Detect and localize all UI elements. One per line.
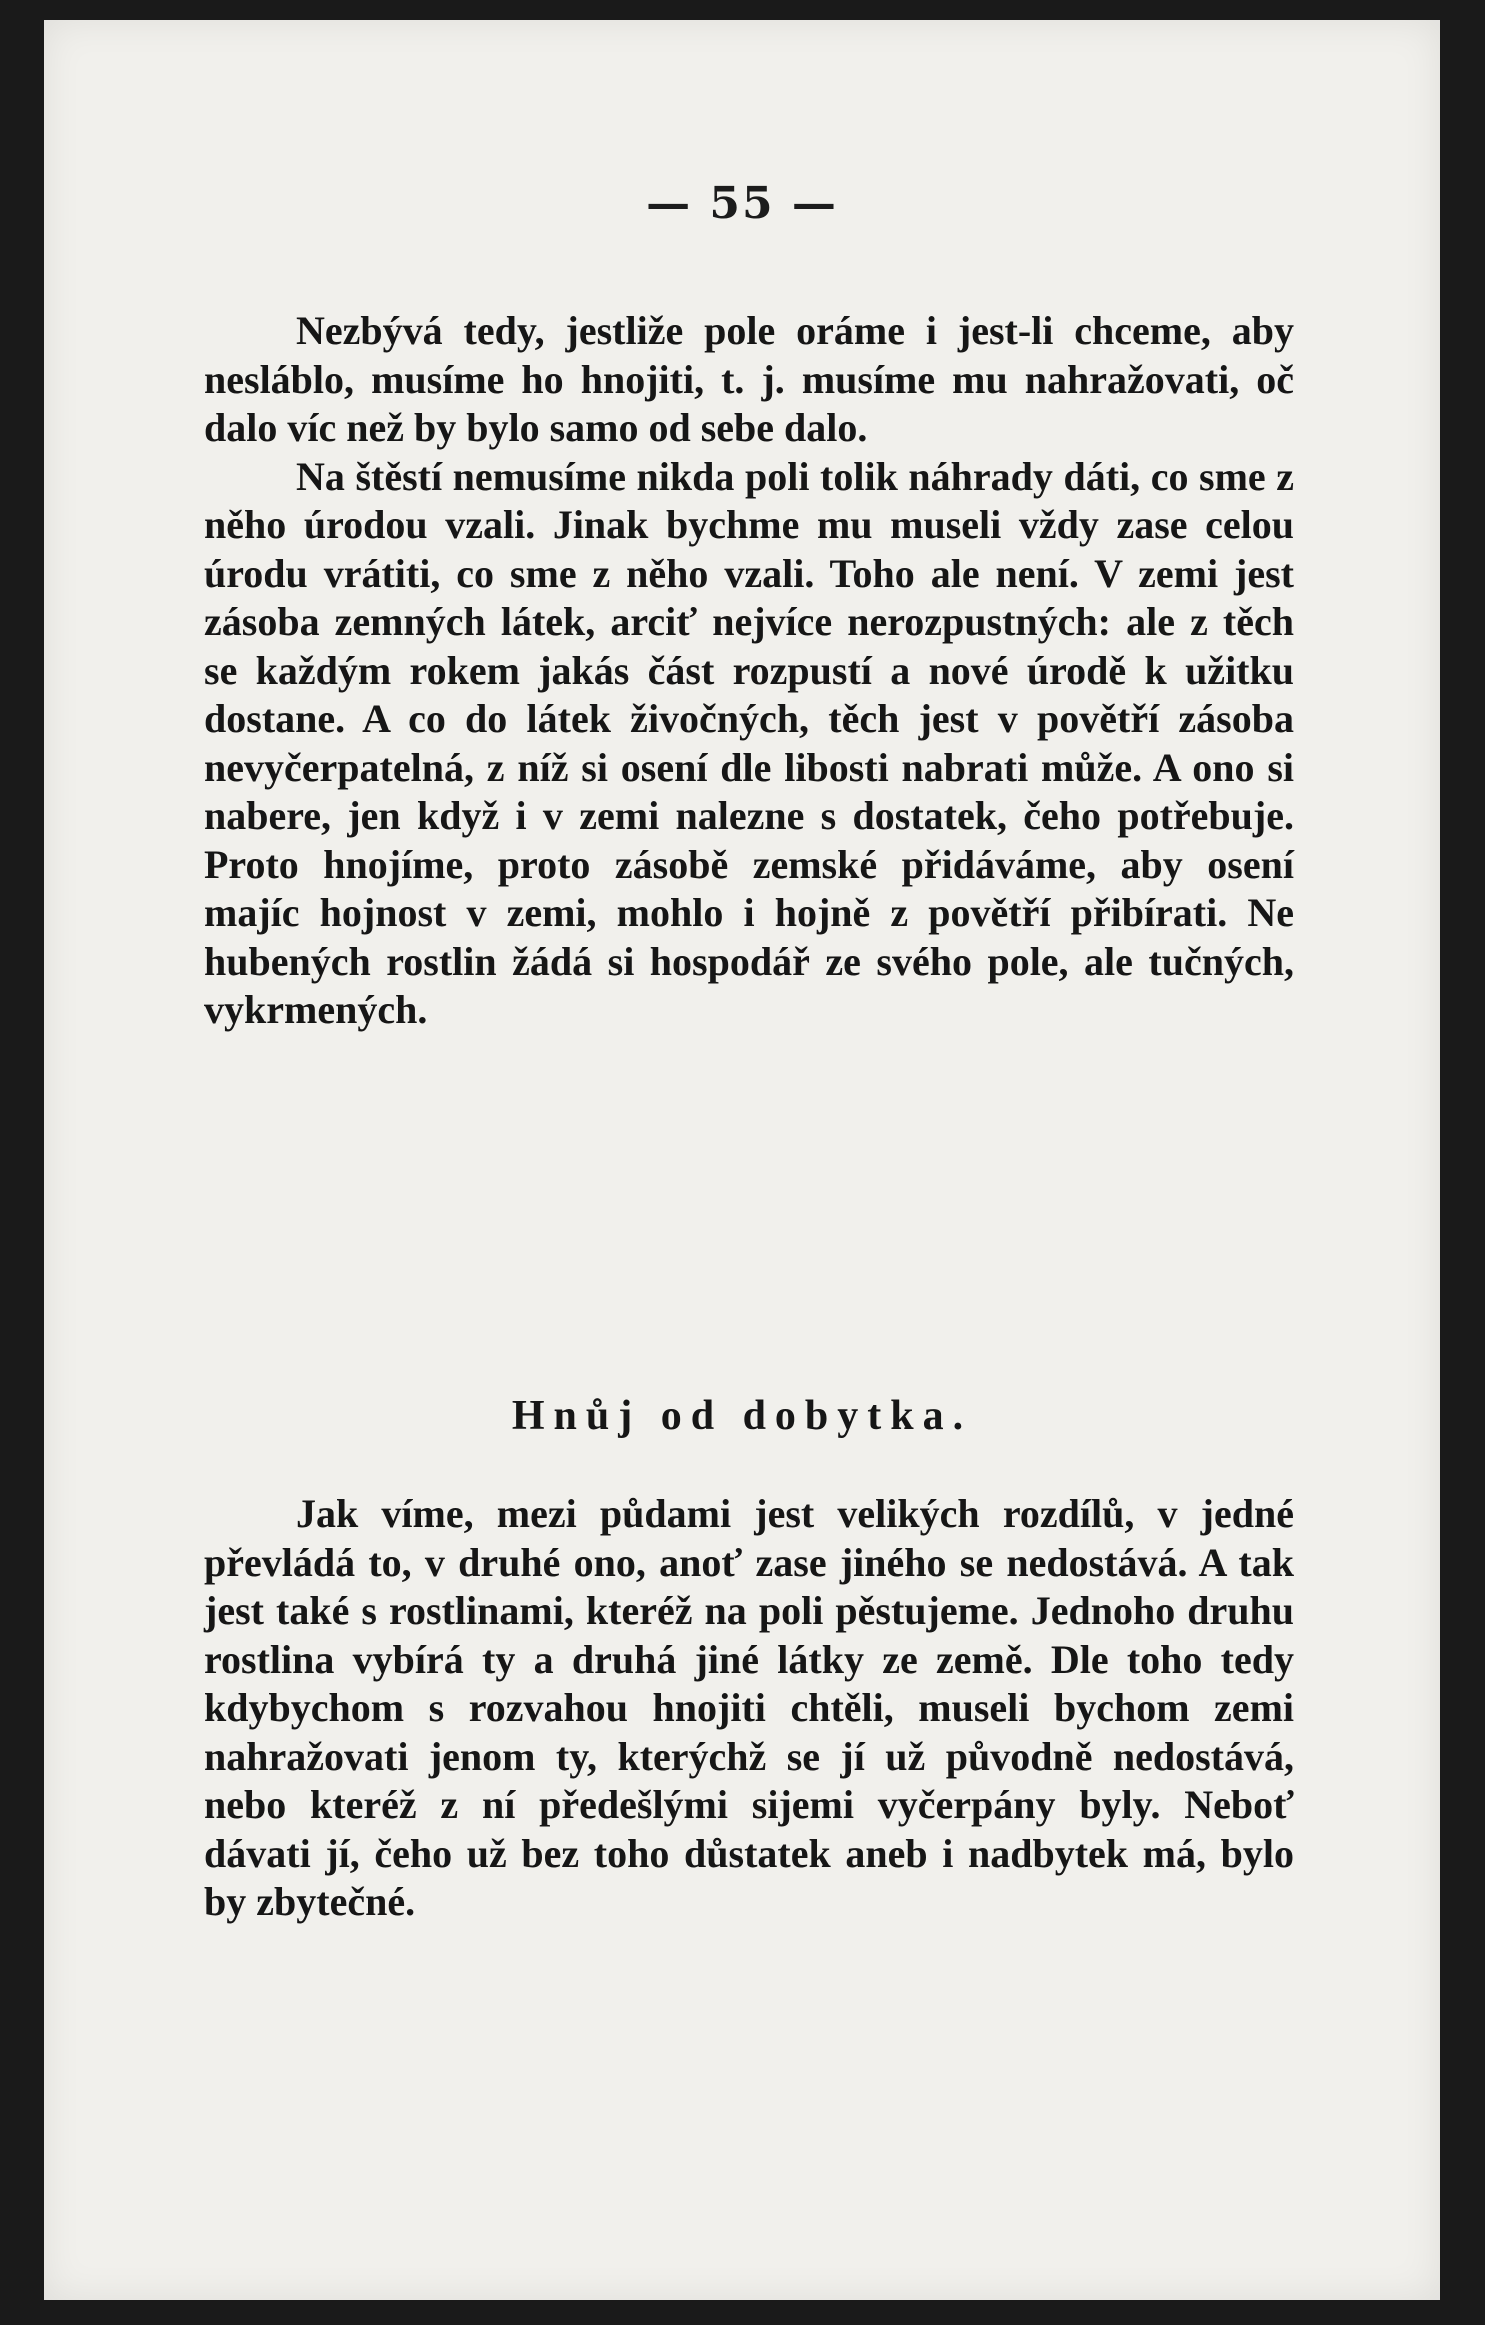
section-body-text [204,307,1294,1035]
paragraph: Jak víme, mezi půdami jest velikých rozdílů, v jedné převládá to, v druhé ono, anoť zase jiného se nedostává. A tak jest také s rostlinami, kteréž na poli pěstujeme. Jednoho druhu rostlina vybírá ty a druhá jiné látky ze země. Dle toho tedy kdybychom s rozvahou hnojiti chtěli, museli bychom zemi nahražovati jenom ty, kterýchž se jí už původně nedostává, nebo kteréž z ní předešlými sijemi vyčerpány byly. Neboť dávati jí, čeho už bez toho důstatek aneb i nadbytek má, bylo by zbytečné. [204,1491,1294,1924]
section-heading: Hnůj od dobytka. [511,1393,973,1439]
book-page [44,20,1440,2300]
paragraph: Nezbývá tedy, jestliže pole oráme i jest-li chceme, aby nesláblo, musíme ho hnojiti, t. j. musíme mu nahražovati, oč dalo víc než by bylo samo od sebe dalo. [204,308,1294,450]
paragraph: Na štěstí nemusíme nikda poli tolik náhrady dáti, co sme z něho úrodou vzali. Jinak bychme mu museli vždy zase celou úrodu vrátiti, co sme z něho vzali. Toho ale není. V zemi jest zásoba zemných látek, arciť nejvíce nerozpustných: ale z těch se každým rokem jakás část rozpustí a nové úrodě k užitku dostane. A co do látek živočných, těch jest v povětří zásoba nevyčerpatelná, z níž si osení dle libosti nabrati může. A ono si nabere, jen když i v zemi nalezne s dostatek, čeho potřebuje. Proto hnojíme, proto zásobě zemské přidáváme, aby osení majíc hojnost v zemi, mohlo i hojně z povětří přibírati. Ne hubených rostlin žádá si hospodář ze svého pole, ale tučných, vykrmených. [204,453,1294,1032]
section-body-text [204,1490,1294,1927]
page-number: — 55 — [646,178,838,229]
